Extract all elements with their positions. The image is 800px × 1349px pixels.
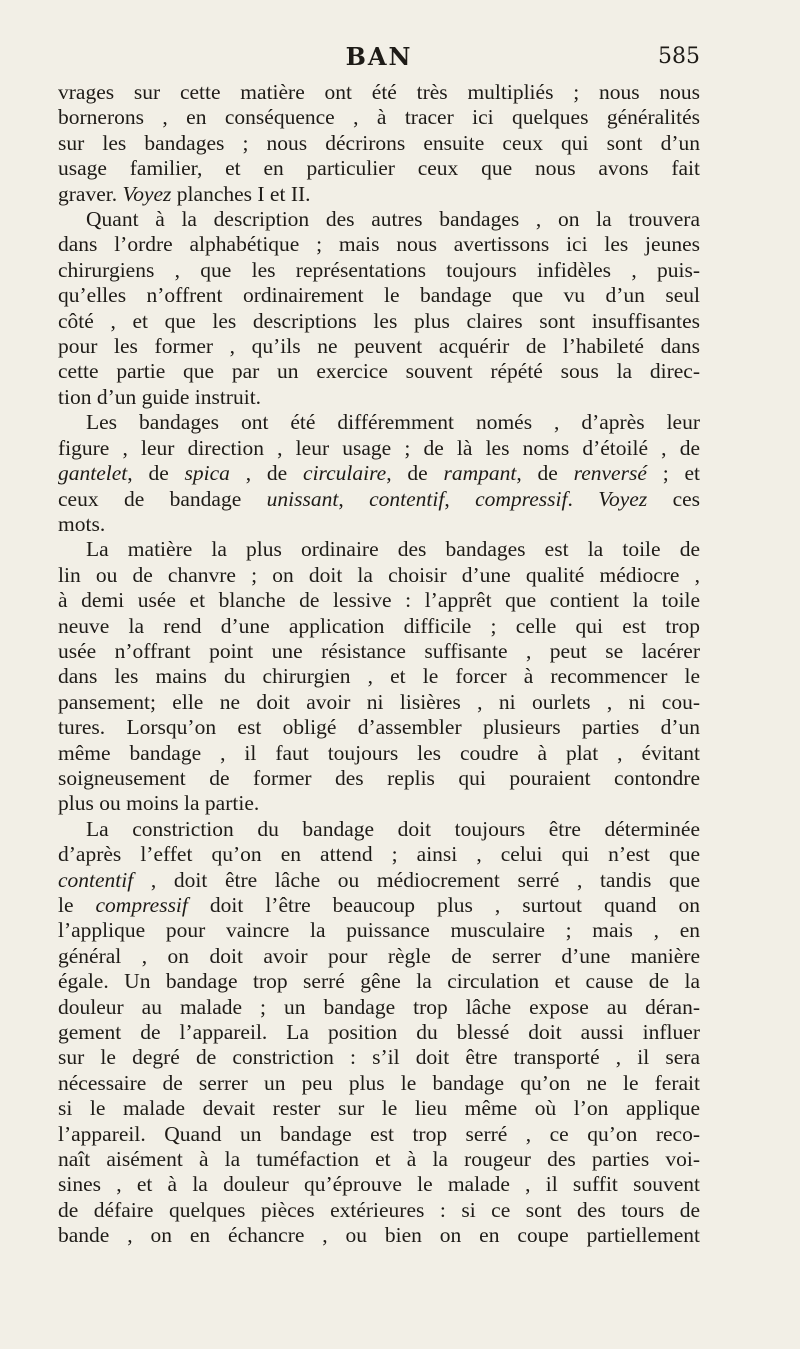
text-line: bande , on en échancre , ou bien on en coupe partiellement [58,1223,700,1248]
text-line: naît aisément à la tuméfaction et à la rougeur des parties voi- [58,1147,700,1172]
text-line: l’applique pour vaincre la puissance musculaire ; mais , en [58,918,700,943]
text-line: pansement; elle ne doit avoir ni lisières , ni ourlets , ni cou- [58,689,700,714]
text-line: usage familier, et en particulier ceux que nous avons fait [58,156,700,181]
text-line: La constriction du bandage doit toujours être déterminée [86,816,700,841]
text-line: tures. Lorsqu’on est obligé d’assembler plusieurs parties d’un [58,715,700,740]
text-line: gement de l’appareil. La position du blessé doit aussi influer [58,1020,700,1045]
paragraph [58,817,700,1249]
running-head [58,42,700,72]
text-line: pour les former , qu’ils ne peuvent acquérir de l’habileté dans [58,334,700,359]
text-line: contentif , doit être lâche ou médiocrement serré , tandis que [58,867,700,892]
text-line: figure , leur direction , leur usage ; de là les noms d’étoilé , de [58,435,700,460]
paragraph [58,80,700,207]
text-line: si le malade devait rester sur le lieu même où l’on applique [58,1096,700,1121]
text-line: à demi usée et blanche de lessive : l’apprêt que contient la toile [58,588,700,613]
text-line: l’appareil. Quand un bandage est trop serré , ce qu’on reco- [58,1121,700,1146]
text-line: cette partie que par un exercice souvent répété sous la direc- [58,359,700,384]
text-line: usée n’offrant point une résistance suffisante , peut se lacérer [58,638,700,663]
page-number: 585 [658,44,700,69]
body-text [58,80,700,1249]
text-line: sur le degré de constriction : s’il doit être transporté , il sera [58,1045,700,1070]
text-line: dans les mains du chirurgien , et le forcer à recommencer le [58,664,700,689]
text-line: bornerons , en conséquence , à tracer ici quelques généralités [58,105,700,130]
text-line: vrages sur cette matière ont été très multipliés ; nous nous [58,80,700,104]
paragraph [58,410,700,537]
text-line: chirurgiens , que les représentations toujours infidèles , puis- [58,257,700,282]
text-line: mots. [58,511,106,536]
text-line: graver. Voyez planches I et II. [58,181,311,206]
running-head-title: BAN [345,42,413,71]
text-line: côté , et que les descriptions les plus claires sont insuffisantes [58,308,700,333]
text-line: Les bandages ont été différemment només , d’après leur [86,410,700,435]
text-line: sur les bandages ; nous décrirons ensuite ceux qui sont d’un [58,130,700,155]
text-line: tion d’un guide instruit. [58,384,262,409]
text-line: nécessaire de serrer un peu plus le bandage qu’on ne le ferait [58,1070,700,1095]
paragraph [58,537,700,816]
text-line: le compressif doit l’être beaucoup plus , surtout quand on [58,893,700,917]
text-line: sines , et à la douleur qu’éprouve le malade , il suffit souvent [58,1172,700,1197]
paragraph [58,207,700,410]
text-line: d’après l’effet qu’on en attend ; ainsi , celui qui n’est que [58,842,700,867]
text-line: dans l’ordre alphabétique ; mais nous avertissons ici les jeunes [58,232,700,257]
text-line: douleur au malade ; un bandage trop lâche expose au déran- [58,994,700,1019]
text-line: général , on doit avoir pour règle de serrer d’une manière [58,943,700,968]
text-line: lin ou de chanvre ; on doit la choisir d’une qualité médiocre , [58,562,700,587]
text-line: même bandage , il faut toujours les coudre à plat , évitant [58,740,700,765]
text-line: ceux de bandage unissant, contentif, compressif. Voyez ces [58,486,701,511]
text-line: gantelet, de spica , de circulaire, de rampant, de renversé ; et [58,461,700,486]
text-line: neuve la rend d’une application difficile ; celle qui est trop [58,613,700,638]
text-line: de défaire quelques pièces extérieures : si ce sont des tours de [58,1197,700,1222]
text-line: égale. Un bandage trop serré gêne la circulation et cause de la [58,969,700,994]
text-line: Quant à la description des autres bandages , on la trouvera [86,207,700,232]
text-line: La matière la plus ordinaire des bandages est la toile de [86,537,700,562]
text-line: plus ou moins la partie. [58,791,260,816]
text-line: soigneusement de former des replis qui pouraient contondre [58,765,700,790]
text-line: qu’elles n’offrent ordinairement le bandage que vu d’un seul [58,283,700,308]
